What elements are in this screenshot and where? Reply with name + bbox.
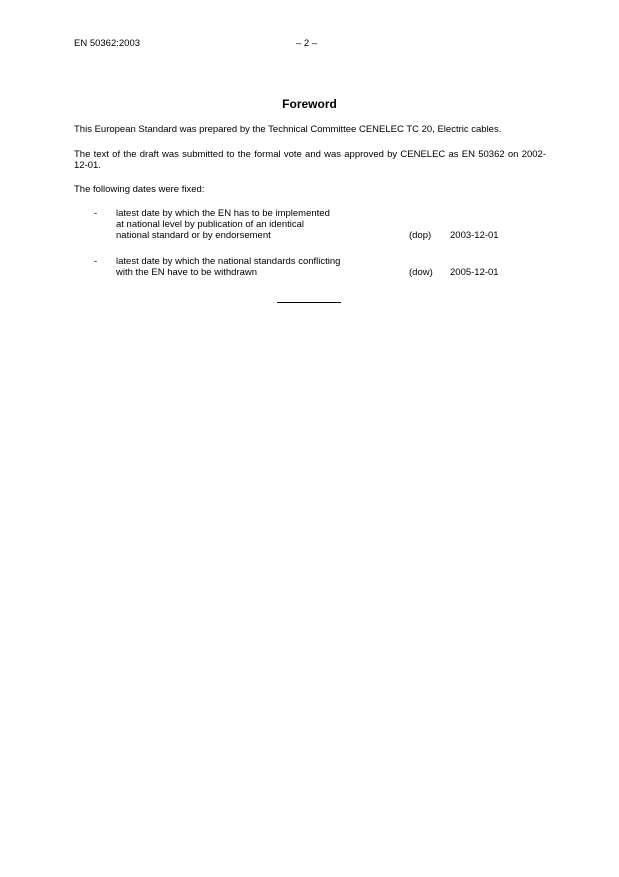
list-bullet: - [94,256,98,267]
paragraph-dates-intro: The following dates were fixed: [74,184,205,195]
date-value: 2003-12-01 [450,230,499,241]
description-line: national standard or by endorsement [116,230,271,241]
date-item-description [116,208,376,241]
page-number: – 2 – [296,38,318,49]
list-bullet: - [94,208,98,219]
date-abbreviation: (dow) [409,267,433,278]
date-item-description [116,256,376,278]
date-item-dow [74,256,546,280]
section-title: Foreword [282,97,337,111]
paragraph-approval: The text of the draft was submitted to the formal vote and was approved by CENELEC as EN 50362 on 2002-12-01. [74,149,546,171]
date-abbreviation: (dop) [409,230,432,241]
date-item-dop [74,208,546,244]
description-line: with the EN have to be withdrawn [116,267,257,278]
description-line: latest date by which the national standards conflicting [116,256,341,267]
paragraph-preparation: This European Standard was prepared by the Technical Committee CENELEC TC 20, Electric cables. [74,124,502,135]
document-id: EN 50362:2003 [74,38,141,49]
description-line: at national level by publication of an identical [116,219,305,230]
description-line: latest date by which the EN has to be implemented [116,208,330,219]
end-rule-divider [277,302,341,303]
date-value: 2005-12-01 [450,267,499,278]
